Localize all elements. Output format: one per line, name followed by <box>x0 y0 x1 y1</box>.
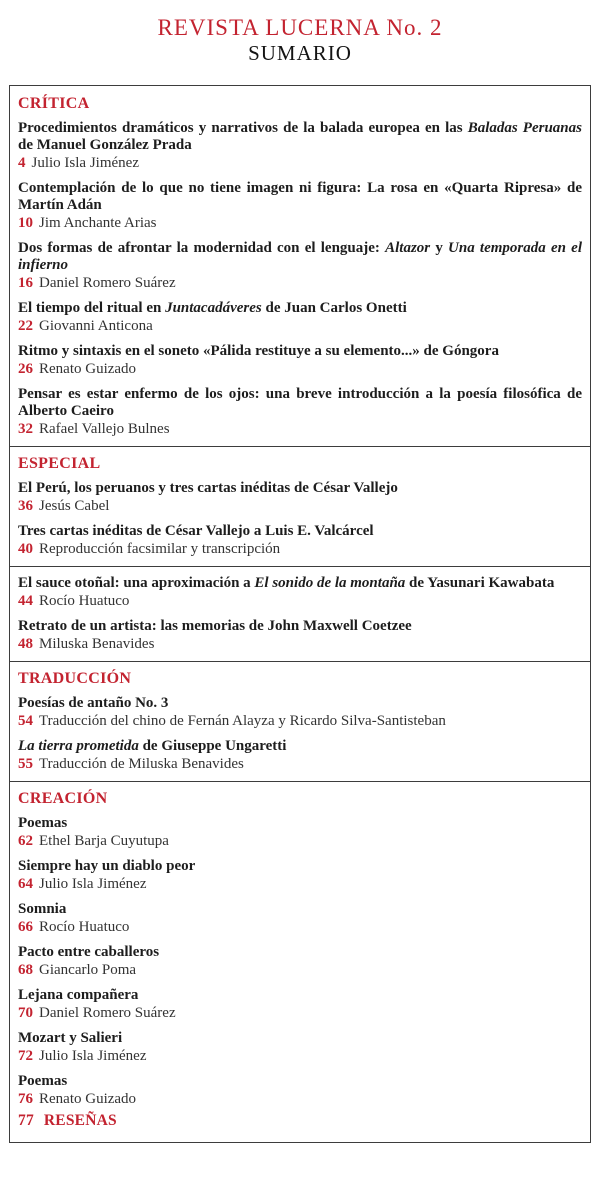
entry-title-italic-segment: La tierra prometida <box>18 738 139 754</box>
section-divider <box>10 566 590 567</box>
entry-title-segment: Procedimientos dramáticos y narrativos de la balada europea en las <box>18 120 468 136</box>
entry-author: Julio Isla Jiménez <box>39 1048 147 1064</box>
entry-title <box>18 987 582 1004</box>
entry-title <box>18 815 582 832</box>
entry-title <box>18 695 582 712</box>
entry-author: Julio Isla Jiménez <box>39 876 147 892</box>
toc-entry <box>18 523 582 558</box>
section-divider <box>10 661 590 662</box>
entry-title <box>18 386 582 420</box>
toc-entry <box>18 618 582 653</box>
entry-title <box>18 575 582 592</box>
section-heading: TRADUCCIÓN <box>18 670 132 687</box>
entry-title <box>18 120 582 154</box>
toc-entry <box>18 240 582 292</box>
entry-title-italic-segment: Baladas Peruanas <box>467 120 582 136</box>
entry-byline <box>18 1091 582 1108</box>
entry-author: Giancarlo Poma <box>39 962 137 978</box>
entry-byline <box>18 756 582 773</box>
entry-author: Rocío Huatuco <box>39 919 130 935</box>
toc-entry <box>18 343 582 378</box>
entry-title <box>18 1030 582 1047</box>
entry-author: Daniel Romero Suárez <box>39 1005 176 1021</box>
entry-author: Rocío Huatuco <box>39 593 130 609</box>
entry-title-segment: Siempre hay un diablo peor <box>18 858 196 874</box>
entry-page-number: 36 <box>18 498 33 514</box>
toc-entry <box>18 944 582 979</box>
entry-page-number: 48 <box>18 636 33 652</box>
entry-title-segment: de Giuseppe Ungaretti <box>138 738 287 754</box>
entry-title-segment: Contemplación de lo que no tiene imagen ni figura: La rosa en «Quarta Ripresa» de Martín Adán <box>18 180 582 213</box>
entry-byline <box>18 1048 582 1065</box>
entry-page-number: 26 <box>18 361 33 377</box>
entry-byline <box>18 498 582 515</box>
toc-entry <box>18 1073 582 1108</box>
entry-author: Daniel Romero Suárez <box>39 275 176 291</box>
toc-box <box>9 85 591 1143</box>
entry-page-number: 55 <box>18 756 33 772</box>
entry-page-number: 40 <box>18 541 33 557</box>
entry-page-number: 4 <box>18 155 26 171</box>
entry-title <box>18 180 582 214</box>
journal-title: REVISTA LUCERNA No. 2 <box>157 15 443 40</box>
entry-author: Jim Anchante Arias <box>39 215 157 231</box>
entry-title <box>18 901 582 918</box>
toc-entry <box>18 180 582 232</box>
entry-page-number: 54 <box>18 713 33 729</box>
entry-title <box>18 523 582 540</box>
toc-entry <box>18 695 582 730</box>
toc-group <box>18 455 582 558</box>
entry-byline <box>18 876 582 893</box>
entry-title-segment: Poemas <box>18 815 68 831</box>
entry-title <box>18 480 582 497</box>
entry-title <box>18 858 582 875</box>
entry-title-segment: Ritmo y sintaxis en el soneto «Pálida restituye a su elemento...» de Góngora <box>18 343 499 359</box>
entry-page-number: 70 <box>18 1005 33 1021</box>
toc-entry <box>18 575 582 610</box>
entry-byline <box>18 318 582 335</box>
section-divider <box>10 446 590 447</box>
entry-author: Miluska Benavides <box>39 636 155 652</box>
entry-title-segment: de Manuel González Prada <box>18 137 192 153</box>
toc-group <box>18 670 582 773</box>
entry-byline <box>18 962 582 979</box>
entry-title-italic-segment: Una temporada en el infierno <box>18 240 582 273</box>
toc-group <box>18 95 582 438</box>
entry-title-italic-segment: Juntacadáveres <box>165 300 262 316</box>
toc-entry <box>18 386 582 438</box>
entry-title-segment: El Perú, los peruanos y tres cartas inéditas de César Vallejo <box>18 480 398 496</box>
entry-author: Giovanni Anticona <box>39 318 153 334</box>
section-divider <box>10 781 590 782</box>
entry-page-number: 62 <box>18 833 33 849</box>
entry-title <box>18 300 582 317</box>
entry-byline <box>18 636 582 653</box>
entry-byline <box>18 361 582 378</box>
toc-entry <box>18 1030 582 1065</box>
entry-author: Traducción del chino de Fernán Alayza y Ricardo Silva-Santisteban <box>39 713 446 729</box>
entry-title-segment: y <box>430 240 449 256</box>
entry-byline <box>18 215 582 232</box>
entry-title-italic-segment: El sonido de la montaña <box>254 575 406 591</box>
entry-title-segment: Somnia <box>18 901 67 917</box>
entry-title <box>18 343 582 360</box>
toc-entry <box>18 738 582 773</box>
toc-entry <box>18 987 582 1022</box>
toc-entry <box>18 815 582 850</box>
entry-page-number: 68 <box>18 962 33 978</box>
entry-page-number: 66 <box>18 919 33 935</box>
resenas-row <box>18 1112 582 1130</box>
entry-title-italic-segment: Altazor <box>385 240 431 256</box>
entry-title <box>18 1073 582 1090</box>
entry-title <box>18 618 582 635</box>
entry-byline <box>18 541 582 558</box>
section-heading: CREACIÓN <box>18 790 108 807</box>
entry-page-number: 22 <box>18 318 33 334</box>
entry-title-segment: Poemas <box>18 1073 68 1089</box>
entry-title <box>18 240 582 274</box>
section-heading: ESPECIAL <box>18 455 101 472</box>
toc-groups <box>18 95 582 1108</box>
entry-title-segment: Tres cartas inéditas de César Vallejo a Luis E. Valcárcel <box>18 523 374 539</box>
entry-author: Ethel Barja Cuyutupa <box>39 833 169 849</box>
entry-author: Rafael Vallejo Bulnes <box>39 421 170 437</box>
entry-byline <box>18 1005 582 1022</box>
toc-entry <box>18 300 582 335</box>
entry-byline <box>18 919 582 936</box>
entry-author: Renato Guizado <box>39 1091 137 1107</box>
entry-byline <box>18 713 582 730</box>
sumario-heading: SUMARIO <box>248 41 352 65</box>
entry-title-segment: Retrato de un artista: las memorias de John Maxwell Coetzee <box>18 618 412 634</box>
entry-title-segment: de Yasunari Kawabata <box>405 575 555 591</box>
resenas-label: RESEÑAS <box>43 1112 117 1129</box>
entry-author: Reproducción facsimilar y transcripción <box>39 541 281 557</box>
entry-byline <box>18 155 582 172</box>
entry-title-segment: Dos formas de afrontar la modernidad con el lenguaje: <box>18 240 386 256</box>
entry-title <box>18 738 582 755</box>
toc-entry <box>18 480 582 515</box>
toc-group <box>18 575 582 653</box>
entry-page-number: 64 <box>18 876 33 892</box>
toc-entry <box>18 901 582 936</box>
entry-title-segment: Lejana compañera <box>18 987 139 1003</box>
entry-title-segment: Mozart y Salieri <box>18 1030 123 1046</box>
entry-author: Julio Isla Jiménez <box>31 155 139 171</box>
entry-author: Renato Guizado <box>39 361 137 377</box>
entry-page-number: 16 <box>18 275 33 291</box>
toc-entry <box>18 858 582 893</box>
entry-title-segment: El sauce otoñal: una aproximación a <box>18 575 255 591</box>
entry-page-number: 72 <box>18 1048 33 1064</box>
toc-group <box>18 790 582 1108</box>
entry-title-segment: Pacto entre caballeros <box>18 944 160 960</box>
entry-byline <box>18 421 582 438</box>
entry-title <box>18 944 582 961</box>
entry-page-number: 10 <box>18 215 33 231</box>
entry-page-number: 44 <box>18 593 33 609</box>
masthead <box>0 0 600 65</box>
entry-author: Jesús Cabel <box>39 498 110 514</box>
toc-entry <box>18 120 582 172</box>
section-heading: CRÍTICA <box>18 95 90 112</box>
entry-page-number: 32 <box>18 421 33 437</box>
resenas-page-number: 77 <box>18 1112 34 1129</box>
entry-byline <box>18 275 582 292</box>
entry-byline <box>18 593 582 610</box>
entry-byline <box>18 833 582 850</box>
entry-author: Traducción de Miluska Benavides <box>39 756 244 772</box>
entry-title-segment: Pensar es estar enfermo de los ojos: una breve introducción a la poesía filosófica de Alberto Caeiro <box>18 386 582 419</box>
entry-title-segment: El tiempo del ritual en <box>18 300 166 316</box>
entry-title-segment: de Juan Carlos Onetti <box>261 300 407 316</box>
entry-title-segment: Poesías de antaño No. 3 <box>18 695 169 711</box>
entry-page-number: 76 <box>18 1091 33 1107</box>
